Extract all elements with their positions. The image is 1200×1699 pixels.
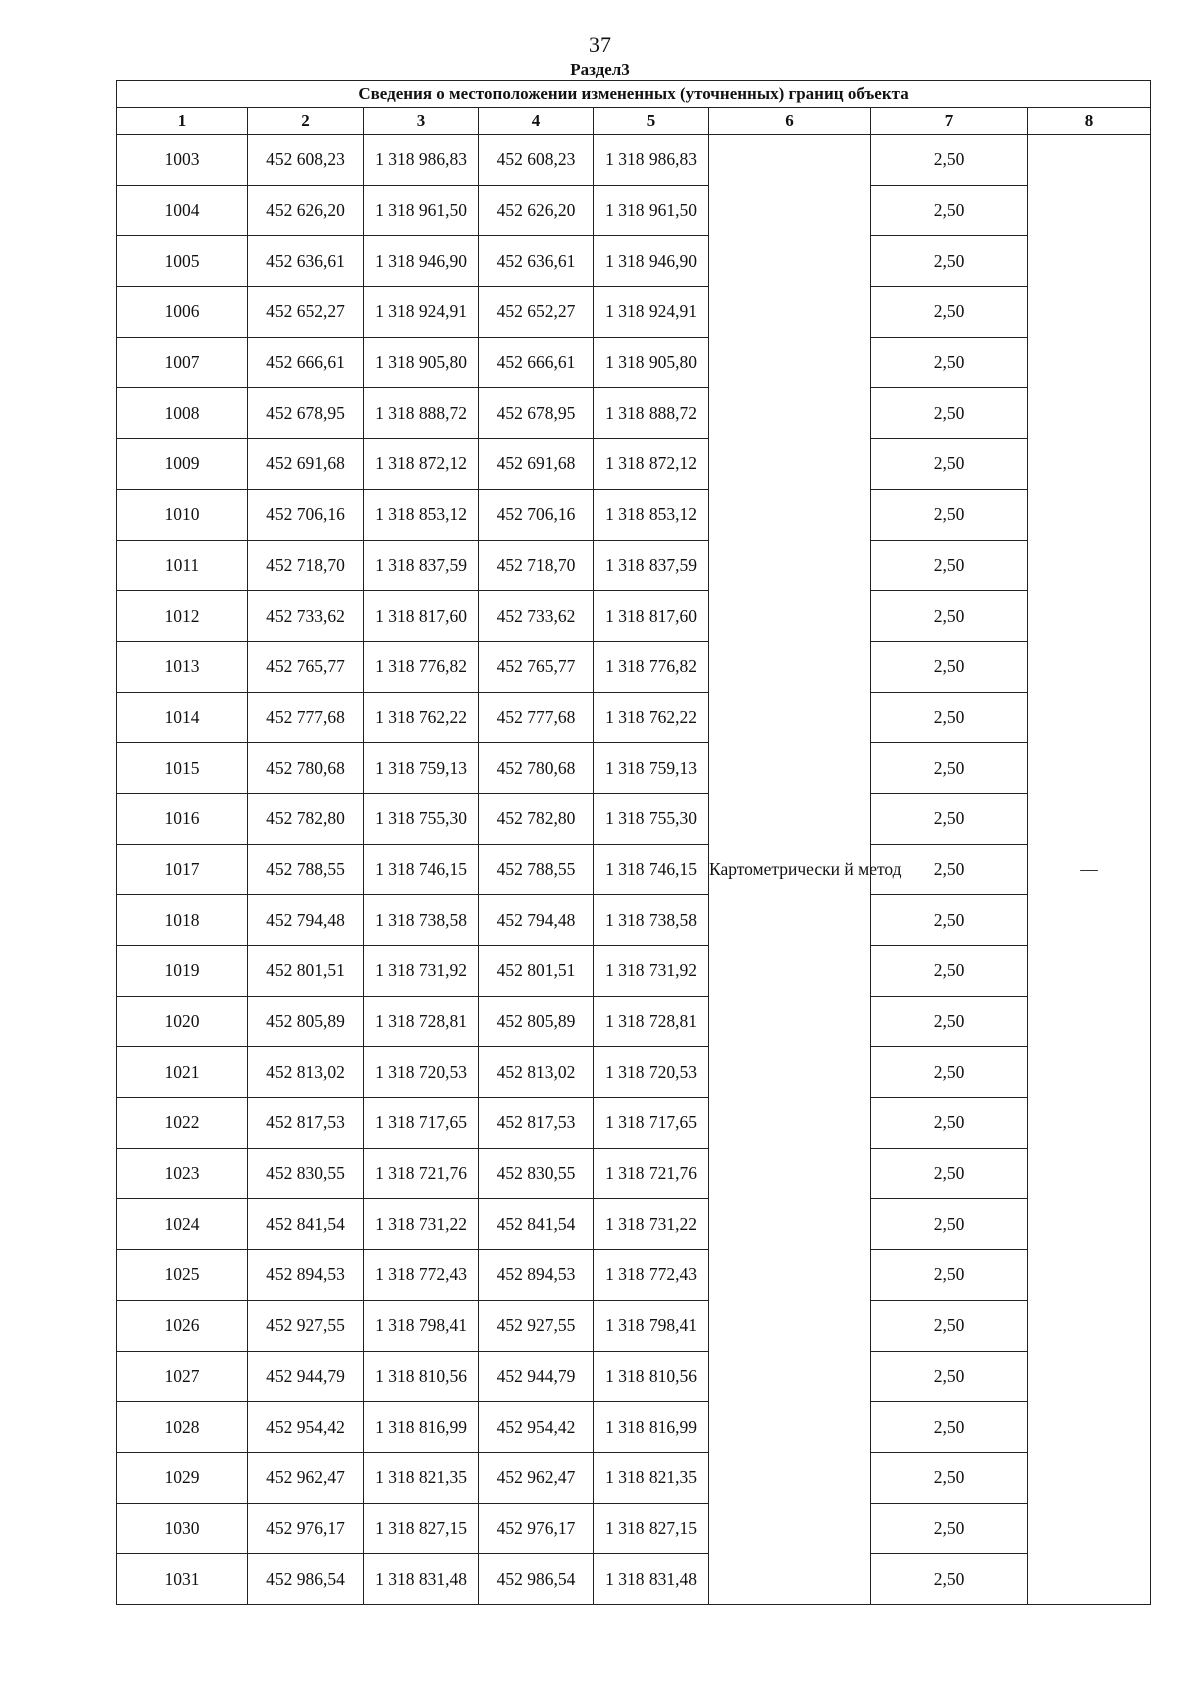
- accuracy-cell: 2,50: [871, 946, 1028, 997]
- point-number-cell: 1024: [117, 1199, 248, 1250]
- column-8-cell: —: [1028, 135, 1151, 1605]
- y-new-cell: 1 318 731,92: [594, 946, 709, 997]
- x-new-cell: 452 782,80: [479, 793, 594, 844]
- point-number-cell: 1007: [117, 337, 248, 388]
- x-old-cell: 452 962,47: [248, 1452, 364, 1503]
- column-number: 6: [709, 108, 871, 135]
- y-new-cell: 1 318 872,12: [594, 439, 709, 490]
- x-old-cell: 452 777,68: [248, 692, 364, 743]
- column-number: 8: [1028, 108, 1151, 135]
- y-new-cell: 1 318 762,22: [594, 692, 709, 743]
- x-old-cell: 452 986,54: [248, 1554, 364, 1605]
- point-number-cell: 1005: [117, 236, 248, 287]
- y-new-cell: 1 318 837,59: [594, 540, 709, 591]
- point-number-cell: 1016: [117, 793, 248, 844]
- table-row: [117, 1300, 1151, 1351]
- point-number-cell: 1019: [117, 946, 248, 997]
- point-number-cell: 1014: [117, 692, 248, 743]
- x-new-cell: 452 652,27: [479, 287, 594, 338]
- section-title: Раздел3: [570, 60, 630, 79]
- point-number-cell: 1021: [117, 1047, 248, 1098]
- x-old-cell: 452 666,61: [248, 337, 364, 388]
- x-new-cell: 452 954,42: [479, 1402, 594, 1453]
- y-new-cell: 1 318 772,43: [594, 1250, 709, 1301]
- x-old-cell: 452 765,77: [248, 641, 364, 692]
- accuracy-cell: 2,50: [871, 337, 1028, 388]
- coordinates-table: [116, 80, 1151, 1605]
- y-old-cell: 1 318 738,58: [364, 895, 479, 946]
- point-number-cell: 1030: [117, 1503, 248, 1554]
- point-number-cell: 1011: [117, 540, 248, 591]
- accuracy-cell: 2,50: [871, 489, 1028, 540]
- y-old-cell: 1 318 731,22: [364, 1199, 479, 1250]
- table-row: [117, 540, 1151, 591]
- point-number-cell: 1025: [117, 1250, 248, 1301]
- x-new-cell: 452 733,62: [479, 591, 594, 642]
- table-row: [117, 388, 1151, 439]
- point-number-cell: 1020: [117, 996, 248, 1047]
- y-old-cell: 1 318 772,43: [364, 1250, 479, 1301]
- accuracy-cell: 2,50: [871, 439, 1028, 490]
- x-old-cell: 452 706,16: [248, 489, 364, 540]
- x-old-cell: 452 788,55: [248, 844, 364, 895]
- x-new-cell: 452 801,51: [479, 946, 594, 997]
- y-new-cell: 1 318 738,58: [594, 895, 709, 946]
- accuracy-cell: 2,50: [871, 1300, 1028, 1351]
- x-new-cell: 452 788,55: [479, 844, 594, 895]
- accuracy-cell: 2,50: [871, 236, 1028, 287]
- x-new-cell: 452 706,16: [479, 489, 594, 540]
- y-old-cell: 1 318 717,65: [364, 1098, 479, 1149]
- x-new-cell: 452 817,53: [479, 1098, 594, 1149]
- accuracy-cell: 2,50: [871, 1250, 1028, 1301]
- column-number: 7: [871, 108, 1028, 135]
- y-new-cell: 1 318 827,15: [594, 1503, 709, 1554]
- point-number-cell: 1029: [117, 1452, 248, 1503]
- point-number-cell: 1010: [117, 489, 248, 540]
- y-old-cell: 1 318 853,12: [364, 489, 479, 540]
- table-row: [117, 1402, 1151, 1453]
- point-number-cell: 1015: [117, 743, 248, 794]
- x-new-cell: 452 894,53: [479, 1250, 594, 1301]
- x-old-cell: 452 944,79: [248, 1351, 364, 1402]
- x-old-cell: 452 976,17: [248, 1503, 364, 1554]
- y-old-cell: 1 318 720,53: [364, 1047, 479, 1098]
- x-old-cell: 452 780,68: [248, 743, 364, 794]
- accuracy-cell: 2,50: [871, 1554, 1028, 1605]
- y-new-cell: 1 318 746,15: [594, 844, 709, 895]
- x-old-cell: 452 954,42: [248, 1402, 364, 1453]
- y-old-cell: 1 318 924,91: [364, 287, 479, 338]
- accuracy-cell: 2,50: [871, 1402, 1028, 1453]
- y-old-cell: 1 318 905,80: [364, 337, 479, 388]
- y-new-cell: 1 318 821,35: [594, 1452, 709, 1503]
- y-old-cell: 1 318 731,92: [364, 946, 479, 997]
- y-old-cell: 1 318 746,15: [364, 844, 479, 895]
- accuracy-cell: 2,50: [871, 1098, 1028, 1149]
- accuracy-cell: 2,50: [871, 135, 1028, 186]
- accuracy-cell: 2,50: [871, 895, 1028, 946]
- y-new-cell: 1 318 720,53: [594, 1047, 709, 1098]
- accuracy-cell: 2,50: [871, 1148, 1028, 1199]
- point-number-cell: 1003: [117, 135, 248, 186]
- x-old-cell: 452 782,80: [248, 793, 364, 844]
- x-new-cell: 452 636,61: [479, 236, 594, 287]
- y-new-cell: 1 318 816,99: [594, 1402, 709, 1453]
- x-new-cell: 452 780,68: [479, 743, 594, 794]
- table-row: [117, 1250, 1151, 1301]
- accuracy-cell: 2,50: [871, 1452, 1028, 1503]
- accuracy-cell: 2,50: [871, 996, 1028, 1047]
- point-number-cell: 1006: [117, 287, 248, 338]
- table-row: [117, 641, 1151, 692]
- x-old-cell: 452 718,70: [248, 540, 364, 591]
- y-new-cell: 1 318 961,50: [594, 185, 709, 236]
- table-row: [117, 236, 1151, 287]
- x-new-cell: 452 666,61: [479, 337, 594, 388]
- point-number-cell: 1027: [117, 1351, 248, 1402]
- x-new-cell: 452 794,48: [479, 895, 594, 946]
- table-row: [117, 185, 1151, 236]
- x-old-cell: 452 678,95: [248, 388, 364, 439]
- y-old-cell: 1 318 827,15: [364, 1503, 479, 1554]
- table-row: [117, 591, 1151, 642]
- y-old-cell: 1 318 721,76: [364, 1148, 479, 1199]
- point-number-cell: 1023: [117, 1148, 248, 1199]
- table-row: [117, 1351, 1151, 1402]
- table-row: [117, 946, 1151, 997]
- y-new-cell: 1 318 817,60: [594, 591, 709, 642]
- x-old-cell: 452 636,61: [248, 236, 364, 287]
- accuracy-cell: 2,50: [871, 388, 1028, 439]
- y-new-cell: 1 318 728,81: [594, 996, 709, 1047]
- point-number-cell: 1008: [117, 388, 248, 439]
- table-row: [117, 287, 1151, 338]
- x-new-cell: 452 777,68: [479, 692, 594, 743]
- x-new-cell: 452 813,02: [479, 1047, 594, 1098]
- y-old-cell: 1 318 810,56: [364, 1351, 479, 1402]
- x-new-cell: 452 986,54: [479, 1554, 594, 1605]
- accuracy-cell: 2,50: [871, 692, 1028, 743]
- y-old-cell: 1 318 872,12: [364, 439, 479, 490]
- accuracy-cell: 2,50: [871, 1199, 1028, 1250]
- table-row: [117, 489, 1151, 540]
- accuracy-cell: 2,50: [871, 1351, 1028, 1402]
- y-new-cell: 1 318 853,12: [594, 489, 709, 540]
- y-old-cell: 1 318 831,48: [364, 1554, 479, 1605]
- accuracy-cell: 2,50: [871, 185, 1028, 236]
- point-number-cell: 1018: [117, 895, 248, 946]
- accuracy-cell: 2,50: [871, 844, 1028, 895]
- point-number-cell: 1013: [117, 641, 248, 692]
- table-row: [117, 692, 1151, 743]
- x-new-cell: 452 944,79: [479, 1351, 594, 1402]
- table-row: [117, 439, 1151, 490]
- table-row: [117, 793, 1151, 844]
- x-old-cell: 452 927,55: [248, 1300, 364, 1351]
- table-row: [117, 743, 1151, 794]
- y-old-cell: 1 318 755,30: [364, 793, 479, 844]
- table-row: [117, 337, 1151, 388]
- accuracy-cell: 2,50: [871, 1503, 1028, 1554]
- y-new-cell: 1 318 831,48: [594, 1554, 709, 1605]
- accuracy-cell: 2,50: [871, 540, 1028, 591]
- x-old-cell: 452 817,53: [248, 1098, 364, 1149]
- table-row: [117, 1452, 1151, 1503]
- x-old-cell: 452 626,20: [248, 185, 364, 236]
- y-new-cell: 1 318 946,90: [594, 236, 709, 287]
- table-row: [117, 135, 1151, 186]
- table-caption: Сведения о местоположении измененных (уточненных) границ объекта: [117, 81, 1151, 108]
- y-old-cell: 1 318 946,90: [364, 236, 479, 287]
- x-new-cell: 452 608,23: [479, 135, 594, 186]
- y-new-cell: 1 318 717,65: [594, 1098, 709, 1149]
- x-old-cell: 452 608,23: [248, 135, 364, 186]
- table-row: [117, 1503, 1151, 1554]
- x-old-cell: 452 794,48: [248, 895, 364, 946]
- y-old-cell: 1 318 817,60: [364, 591, 479, 642]
- table-row: [117, 895, 1151, 946]
- point-number-cell: 1028: [117, 1402, 248, 1453]
- table-row: [117, 844, 1151, 895]
- table-row: [117, 1098, 1151, 1149]
- point-number-cell: 1026: [117, 1300, 248, 1351]
- point-number-cell: 1022: [117, 1098, 248, 1149]
- point-number-cell: 1009: [117, 439, 248, 490]
- x-new-cell: 452 691,68: [479, 439, 594, 490]
- table-row: [117, 1148, 1151, 1199]
- table-body: [117, 135, 1151, 1605]
- x-new-cell: 452 841,54: [479, 1199, 594, 1250]
- x-new-cell: 452 962,47: [479, 1452, 594, 1503]
- y-new-cell: 1 318 731,22: [594, 1199, 709, 1250]
- point-number-cell: 1004: [117, 185, 248, 236]
- y-old-cell: 1 318 762,22: [364, 692, 479, 743]
- accuracy-cell: 2,50: [871, 743, 1028, 794]
- x-new-cell: 452 976,17: [479, 1503, 594, 1554]
- table-row: [117, 1554, 1151, 1605]
- column-number: 2: [248, 108, 364, 135]
- y-new-cell: 1 318 810,56: [594, 1351, 709, 1402]
- x-old-cell: 452 841,54: [248, 1199, 364, 1250]
- y-new-cell: 1 318 776,82: [594, 641, 709, 692]
- y-new-cell: 1 318 755,30: [594, 793, 709, 844]
- column-number-row: [117, 108, 1151, 135]
- y-old-cell: 1 318 821,35: [364, 1452, 479, 1503]
- y-new-cell: 1 318 888,72: [594, 388, 709, 439]
- x-old-cell: 452 691,68: [248, 439, 364, 490]
- accuracy-cell: 2,50: [871, 641, 1028, 692]
- accuracy-cell: 2,50: [871, 793, 1028, 844]
- table-row: [117, 996, 1151, 1047]
- x-new-cell: 452 678,95: [479, 388, 594, 439]
- y-old-cell: 1 318 776,82: [364, 641, 479, 692]
- point-number-cell: 1012: [117, 591, 248, 642]
- x-new-cell: 452 830,55: [479, 1148, 594, 1199]
- y-old-cell: 1 318 798,41: [364, 1300, 479, 1351]
- point-number-cell: 1017: [117, 844, 248, 895]
- y-old-cell: 1 318 728,81: [364, 996, 479, 1047]
- x-old-cell: 452 813,02: [248, 1047, 364, 1098]
- x-old-cell: 452 652,27: [248, 287, 364, 338]
- x-new-cell: 452 927,55: [479, 1300, 594, 1351]
- y-new-cell: 1 318 759,13: [594, 743, 709, 794]
- y-new-cell: 1 318 721,76: [594, 1148, 709, 1199]
- accuracy-cell: 2,50: [871, 591, 1028, 642]
- column-number: 5: [594, 108, 709, 135]
- x-old-cell: 452 801,51: [248, 946, 364, 997]
- y-new-cell: 1 318 986,83: [594, 135, 709, 186]
- y-new-cell: 1 318 798,41: [594, 1300, 709, 1351]
- y-old-cell: 1 318 837,59: [364, 540, 479, 591]
- accuracy-cell: 2,50: [871, 1047, 1028, 1098]
- x-new-cell: 452 765,77: [479, 641, 594, 692]
- column-number: 1: [117, 108, 248, 135]
- table-row: [117, 1199, 1151, 1250]
- x-old-cell: 452 733,62: [248, 591, 364, 642]
- y-old-cell: 1 318 816,99: [364, 1402, 479, 1453]
- x-new-cell: 452 626,20: [479, 185, 594, 236]
- x-old-cell: 452 830,55: [248, 1148, 364, 1199]
- column-number: 4: [479, 108, 594, 135]
- y-old-cell: 1 318 759,13: [364, 743, 479, 794]
- page-number: 37: [589, 32, 611, 57]
- column-number: 3: [364, 108, 479, 135]
- x-old-cell: 452 894,53: [248, 1250, 364, 1301]
- y-new-cell: 1 318 905,80: [594, 337, 709, 388]
- point-number-cell: 1031: [117, 1554, 248, 1605]
- y-old-cell: 1 318 888,72: [364, 388, 479, 439]
- y-old-cell: 1 318 961,50: [364, 185, 479, 236]
- table-row: [117, 1047, 1151, 1098]
- x-old-cell: 452 805,89: [248, 996, 364, 1047]
- y-new-cell: 1 318 924,91: [594, 287, 709, 338]
- method-cell: Картометрически й метод: [709, 135, 871, 1605]
- x-new-cell: 452 805,89: [479, 996, 594, 1047]
- x-new-cell: 452 718,70: [479, 540, 594, 591]
- y-old-cell: 1 318 986,83: [364, 135, 479, 186]
- accuracy-cell: 2,50: [871, 287, 1028, 338]
